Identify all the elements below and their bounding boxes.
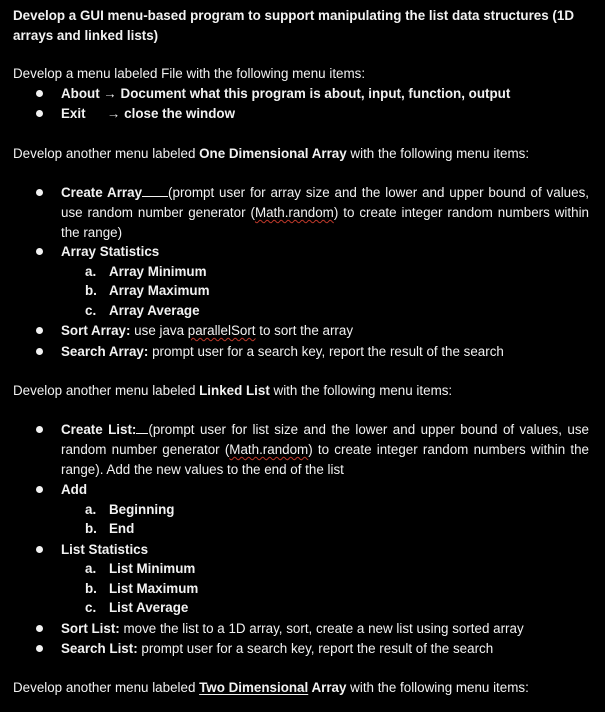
- search-array-label: Search Array:: [61, 344, 149, 359]
- list-maximum: List Maximum: [109, 581, 199, 596]
- right-arrow-icon: →: [103, 86, 117, 101]
- twod-menu-name-array: Array: [308, 680, 347, 695]
- bullet-icon: [36, 625, 43, 632]
- intro-suffix: with the following menu items:: [346, 680, 529, 695]
- math-random-term: Math.random: [254, 204, 334, 220]
- sort-array-label: Sort Array:: [61, 323, 131, 338]
- array-menu-name: One Dimensional Array: [199, 146, 347, 161]
- create-array-text: (prompt user for array size and the lower and upper bound of values, use random number generator (: [61, 185, 589, 220]
- list-average: List Average: [109, 600, 189, 615]
- list-menu-intro: [13, 381, 593, 401]
- create-array-label: Create Array: [61, 185, 143, 200]
- list-item-create: [61, 420, 589, 479]
- create-list-text-end: ) to create integer random numbers within the range). Add the new values to the end of the list: [61, 441, 589, 477]
- intro-prefix: Develop another menu labeled: [13, 146, 200, 161]
- list-letter: b.: [85, 283, 97, 298]
- list-item-sort: [61, 619, 589, 639]
- list-item-search: [61, 639, 589, 659]
- exit-label: Exit: [61, 106, 86, 121]
- blank-underline: [142, 184, 168, 197]
- parallel-sort-term: parallelSort: [187, 323, 256, 338]
- math-random-term: Math.random: [229, 441, 309, 457]
- file-menu-intro: Develop a menu labeled File with the following menu items:: [13, 66, 366, 81]
- array-menu-intro: [13, 144, 593, 164]
- create-list-label: Create List:: [61, 422, 137, 437]
- sort-array-text-end: to sort the array: [255, 323, 354, 338]
- create-list-text: (prompt user for list size and the lower and upper bound of values, use random number generator (: [61, 422, 589, 457]
- intro-prefix: Develop another menu labeled: [13, 383, 200, 398]
- intro-suffix: with the following menu items:: [269, 383, 453, 398]
- twod-menu-name: Two Dimensional: [199, 680, 309, 695]
- add-label: Add: [61, 482, 88, 497]
- document-title: Develop a GUI menu-based program to support manipulating the list data structures (1D arrays and linked lists): [13, 8, 575, 43]
- sort-list-text: move the list to a 1D array, sort, create a new list using sorted array: [119, 621, 524, 636]
- list-letter: c.: [85, 600, 97, 615]
- list-letter: a.: [85, 502, 97, 517]
- list-statistics-label: List Statistics: [61, 542, 149, 557]
- list-minimum: List Minimum: [109, 561, 196, 576]
- sort-array-text: use java: [130, 323, 188, 338]
- array-average: Array Average: [109, 303, 200, 318]
- list-letter: a.: [85, 264, 97, 279]
- bullet-icon: [36, 189, 43, 196]
- list-letter: b.: [85, 521, 97, 536]
- add-beginning: Beginning: [109, 502, 175, 517]
- search-list-text: prompt user for a search key, report the result of the search: [137, 641, 494, 656]
- search-list-label: Search List:: [61, 641, 138, 656]
- twod-menu-intro: [13, 678, 593, 698]
- array-statistics-label: Array Statistics: [61, 244, 160, 259]
- bullet-icon: [36, 248, 43, 255]
- list-menu-name: Linked List: [199, 383, 270, 398]
- bullet-icon: [36, 645, 43, 652]
- blank-underline: [136, 421, 148, 434]
- intro-suffix: with the following menu items:: [346, 146, 530, 161]
- file-item-about: [61, 84, 589, 104]
- bullet-icon: [36, 426, 43, 433]
- create-array-text-end: ) to create integer random numbers within the range): [61, 204, 589, 240]
- list-letter: a.: [85, 561, 97, 576]
- bullet-icon: [36, 486, 43, 493]
- search-array-text: prompt user for a search key, report the result of the search: [148, 344, 504, 359]
- bullet-icon: [36, 546, 43, 553]
- about-label: About: [61, 86, 100, 101]
- right-arrow-icon: →: [107, 106, 121, 121]
- add-end: End: [109, 521, 135, 536]
- bullet-icon: [36, 110, 43, 117]
- bullet-icon: [36, 348, 43, 355]
- sort-list-label: Sort List:: [61, 621, 120, 636]
- list-letter: b.: [85, 581, 97, 596]
- array-item-search: [61, 342, 589, 362]
- array-maximum: Array Maximum: [109, 283, 210, 298]
- bullet-icon: [36, 327, 43, 334]
- array-item-sort: [61, 321, 589, 341]
- about-description: Document what this program is about, input, function, output: [120, 86, 511, 101]
- array-minimum: Array Minimum: [109, 264, 207, 279]
- intro-prefix: Develop another menu labeled: [13, 680, 200, 695]
- bullet-icon: [36, 90, 43, 97]
- exit-description: close the window: [124, 106, 236, 121]
- file-item-exit: [61, 104, 589, 124]
- list-letter: c.: [85, 303, 97, 318]
- array-item-create: [61, 183, 589, 242]
